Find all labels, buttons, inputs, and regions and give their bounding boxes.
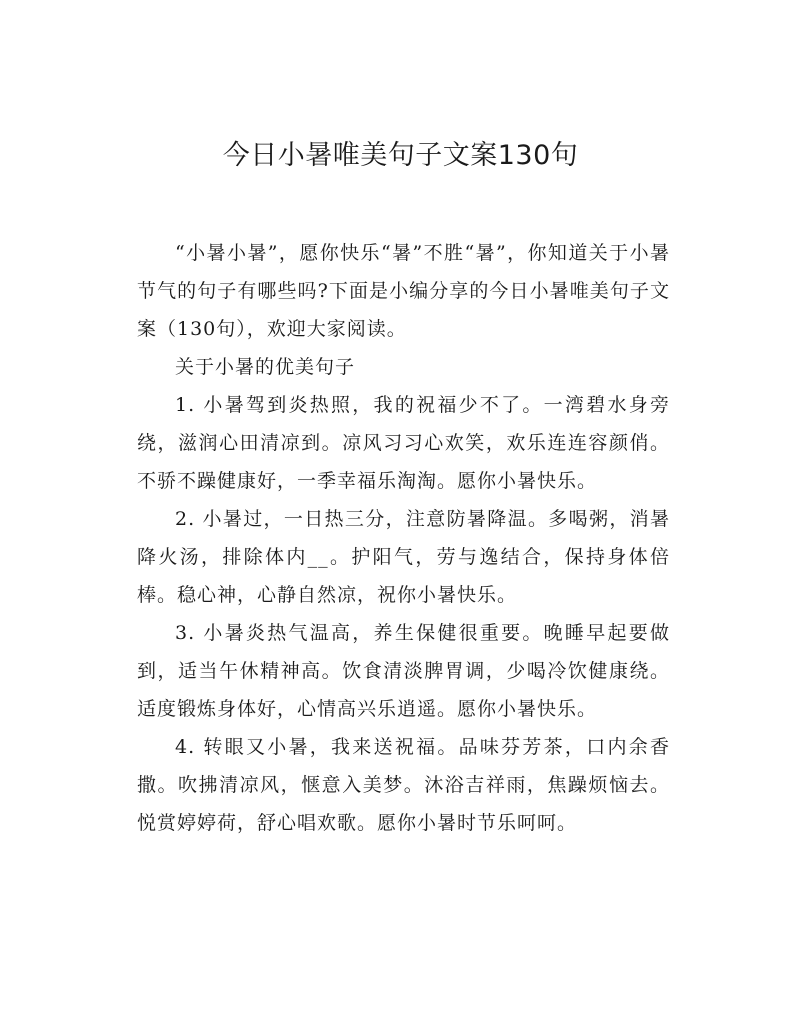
document-body [137, 234, 670, 842]
document-title: 今日小暑唯美句子文案130句 [222, 140, 579, 171]
list-item: 2. 小暑过，一日热三分，注意防暑降温。多喝粥，消暑降火汤，排除体内__。护阳气，劳与逸结合，保持身体倍棒。稳心神，心静自然凉，祝你小暑快乐。 [137, 508, 670, 606]
list-item: 1. 小暑驾到炎热照，我的祝福少不了。一湾碧水身旁绕，滋润心田清凉到。凉风习习心欢笑，欢乐连连容颜俏。不骄不躁健康好，一季幸福乐淘淘。愿你小暑快乐。 [137, 394, 670, 492]
section-heading: 关于小暑的优美句子 [175, 356, 356, 378]
intro-paragraph: “小暑小暑”，愿你快乐“暑”不胜“暑”，你知道关于小暑节气的句子有哪些吗?下面是小编分享的今日小暑唯美句子文案（130句），欢迎大家阅读。 [137, 242, 670, 340]
list-item: 4. 转眼又小暑，我来送祝福。品味芬芳茶，口内余香撒。吹拂清凉风，惬意入美梦。沐浴吉祥雨，焦躁烦恼去。悦赏婷婷荷，舒心唱欢歌。愿你小暑时节乐呵呵。 [137, 736, 670, 834]
list-item: 3. 小暑炎热气温高，养生保健很重要。晚睡早起要做到，适当午休精神高。饮食清淡脾胃调，少喝冷饮健康绕。适度锻炼身体好，心情高兴乐逍遥。愿你小暑快乐。 [137, 622, 670, 720]
